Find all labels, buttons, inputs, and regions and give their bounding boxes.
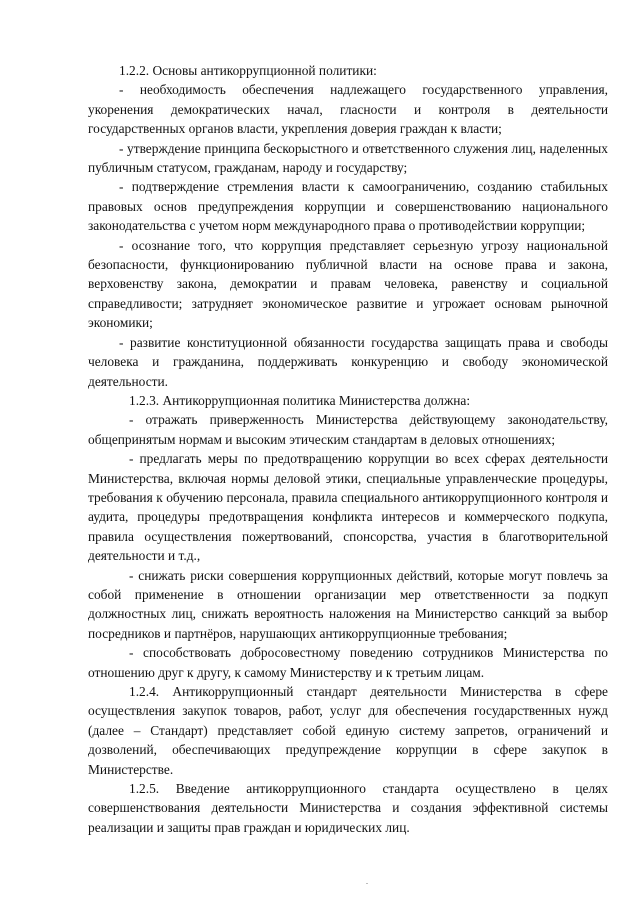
section-1-2-3-title: 1.2.3. Антикоррупционная политика Министерства должна:	[129, 392, 471, 408]
section-1-2-3-item: - снижать риски совершения коррупционных действий, которые могут повлечь за собой применение в отношении организации мер ответственности за подкуп должностных лиц, снижать вероятность наложения на Министерство санкций за выбор посредников и партнёров, нарушающих антикоррупционные требования;	[88, 567, 608, 641]
section-1-2-3-item: - отражать приверженность Министерства действующему законодательству, общепринятым нормам и высоким этическим стандартам в деловых отношениях;	[88, 412, 608, 447]
document-body	[88, 61, 608, 837]
section-1-2-5-paragraph: 1.2.5. Введение антикоррупционного стандарта осуществлено в целях совершенствования деятельности Министерства и создания эффективной системы реализации и защиты прав граждан и юридических лиц.	[88, 781, 608, 835]
section-1-2-3-item: - предлагать меры по предотвращению коррупции во всех сферах деятельности Министерства, включая нормы деловой этики, специальные управленческие процедуры, требования к обучению персонала, правила специального антикоррупционного контроля и аудита, процедуры предотвращения конфликта интересов и коммерческого подкупа, правила осуществления пожертвований, спонсорства, участия в благотворительной деятельности и т.д.,	[88, 451, 608, 564]
section-1-2-2-title: 1.2.2. Основы антикоррупционной политики:	[119, 63, 377, 78]
section-1-2-2-item: - развитие конституционной обязанности государства защищать права и свободы человека и гражданина, поддерживать конкуренцию и свободу экономической деятельности.	[88, 334, 608, 389]
section-1-2-2-item: - необходимость обеспечения надлежащего государственного управления, укоренения демократических начал, гласности и контроля в деятельности государственных органов власти, укрепления доверия граждан к власти;	[88, 82, 608, 137]
section-1-2-4-paragraph: 1.2.4. Антикоррупционный стандарт деятельности Министерства в сфере осуществления закупок товаров, работ, услуг для обеспечения государственных нужд (далее – Стандарт) представляет собой единую систему запретов, ограничений и дозволений, обеспечивающих предупреждение коррупции в сфере закупок в Министерстве.	[88, 684, 608, 777]
section-1-2-2-item: - утверждение принципа бескорыстного и ответственного служения лиц, наделенных публичным статусом, гражданам, народу и государству;	[88, 140, 608, 176]
scan-speck	[366, 883, 368, 884]
section-1-2-2-item: - подтверждение стремления власти к самоограничению, созданию стабильных правовых основ предупреждения коррупции и совершенствованию национального законодательства с учетом норм международного права о противодействии коррупции;	[88, 179, 608, 234]
section-1-2-3-item: - способствовать добросовестному поведению сотрудников Министерства по отношению друг к другу, к самому Министерству и к третьим лицам.	[88, 645, 608, 680]
section-1-2-2-item: - осознание того, что коррупция представляет серьезную угрозу национальной безопасности, функционированию публичной власти на основе права и закона, верховенству закона, демократии и правам человека, равенству и социальной справедливости; затрудняет экономическое развитие и угрожает основам рыночной экономики;	[88, 237, 608, 331]
